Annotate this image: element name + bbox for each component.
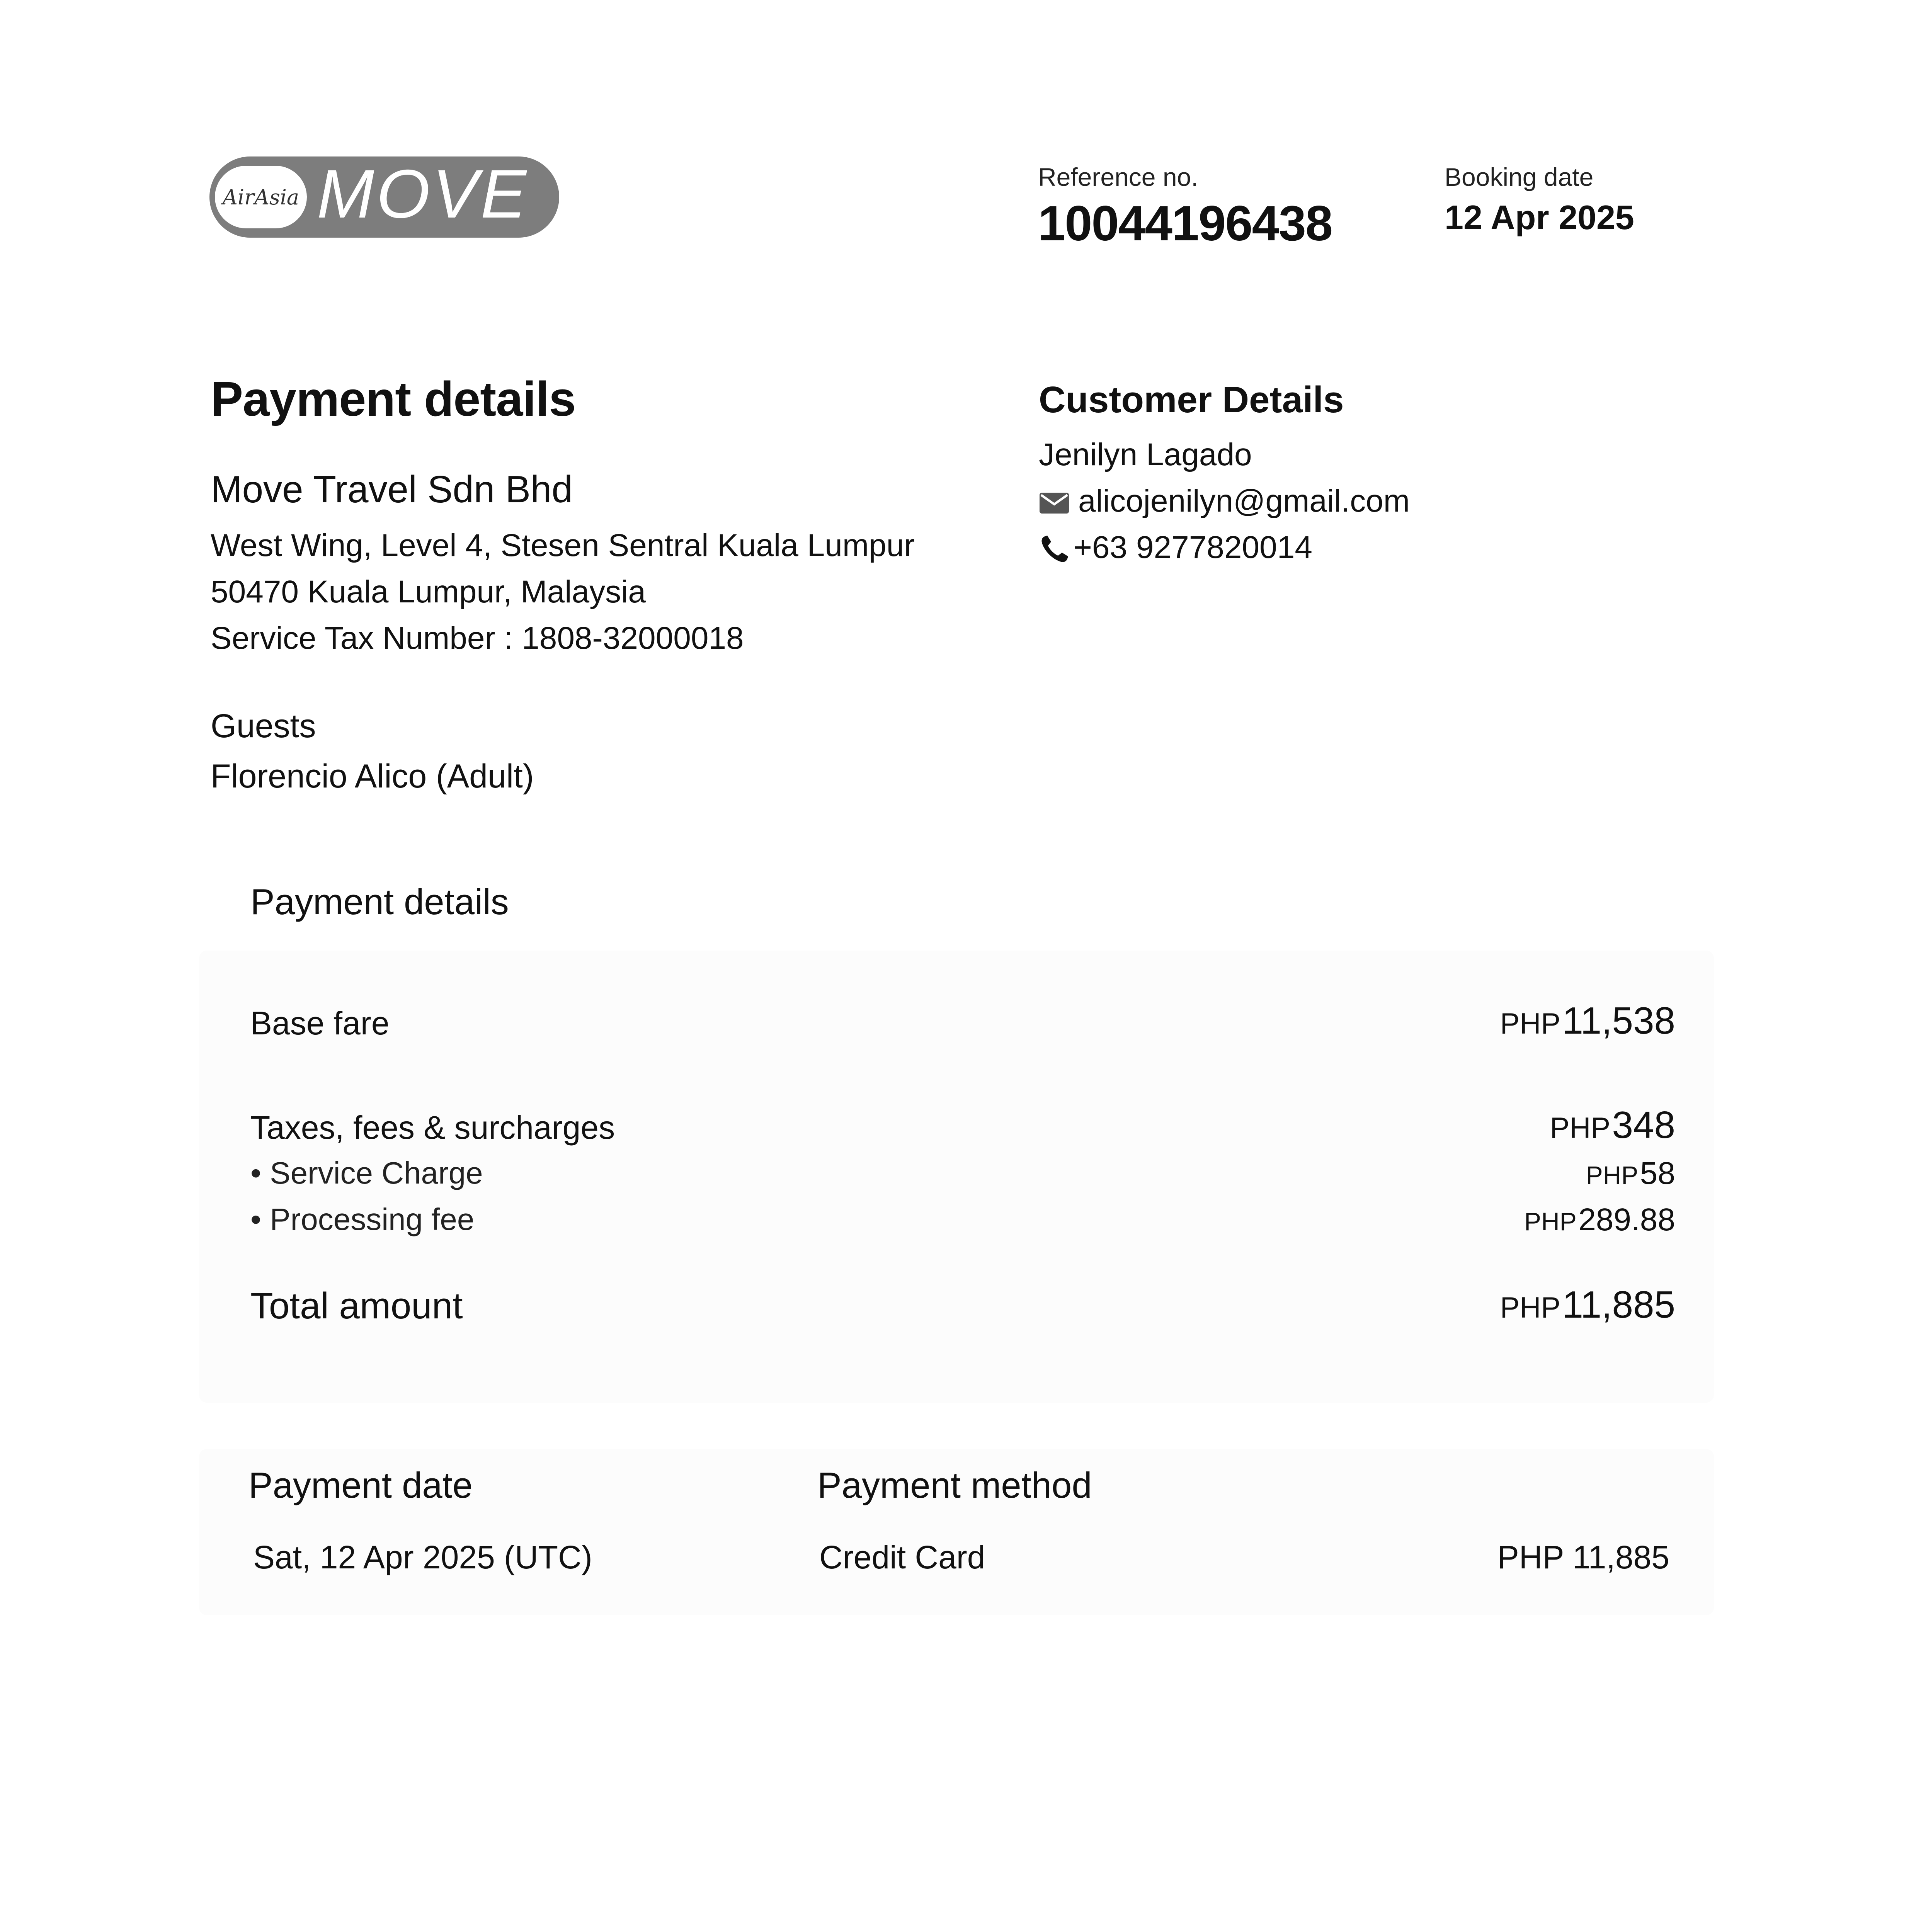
company-address-line1: West Wing, Level 4, Stesen Sentral Kuala Lumpur [211, 528, 915, 563]
payment-date-value: Sat, 12 Apr 2025 (UTC) [253, 1539, 592, 1575]
guest-type: (Adult) [436, 758, 534, 795]
booking-date-value: 12 Apr 2025 [1445, 198, 1634, 236]
total-amount [1500, 1283, 1675, 1327]
airasia-move-logo [209, 156, 559, 238]
service-charge-amount [1586, 1155, 1675, 1192]
fare-breakdown-card [199, 951, 1714, 1403]
processing-fee-currency: PHP [1524, 1207, 1577, 1236]
reference-number: 10044196438 [1038, 196, 1332, 251]
total-currency: PHP [1500, 1291, 1561, 1324]
payment-info-card [199, 1449, 1714, 1615]
airasia-logo-badge: AirAsia [215, 166, 307, 228]
base-fare-currency: PHP [1500, 1007, 1561, 1040]
payment-amount-value: PHP 11,885 [1497, 1539, 1669, 1575]
envelope-icon [1039, 491, 1070, 515]
company-name: Move Travel Sdn Bhd [211, 468, 573, 510]
processing-fee-label: • Processing fee [250, 1202, 475, 1236]
customer-section-title: Customer Details [1039, 379, 1344, 420]
service-charge-label: • Service Charge [250, 1156, 483, 1190]
move-logo-word: MOVE [317, 156, 529, 232]
taxes-label: Taxes, fees & surcharges [250, 1109, 615, 1146]
phone-icon [1039, 534, 1070, 565]
service-charge-currency: PHP [1586, 1161, 1639, 1189]
customer-phone-row [1039, 529, 1312, 566]
taxes-amount [1550, 1103, 1675, 1147]
guests-label: Guests [211, 707, 316, 745]
customer-name: Jenilyn Lagado [1039, 437, 1252, 472]
company-address-line2: 50470 Kuala Lumpur, Malaysia [211, 574, 646, 609]
payment-method-header: Payment method [817, 1465, 1092, 1505]
taxes-value: 348 [1612, 1104, 1675, 1146]
base-fare-label: Base fare [250, 1005, 390, 1041]
breakdown-title: Payment details [250, 881, 509, 922]
reference-label: Reference no. [1038, 163, 1198, 191]
customer-phone[interactable]: +63 9277820014 [1074, 530, 1312, 565]
payment-date-header: Payment date [248, 1465, 473, 1505]
company-section-title: Payment details [211, 372, 576, 426]
taxes-currency: PHP [1550, 1112, 1611, 1145]
customer-email-row [1039, 483, 1410, 519]
service-charge-value: 58 [1640, 1156, 1675, 1191]
customer-email[interactable]: alicojenilyn@gmail.com [1078, 483, 1410, 519]
guest-name: Florencio Alico [211, 758, 427, 795]
company-tax-number: Service Tax Number : 1808-32000018 [211, 621, 744, 656]
payment-method-value: Credit Card [819, 1539, 985, 1575]
total-value: 11,885 [1562, 1283, 1675, 1326]
base-fare-amount [1500, 999, 1675, 1043]
booking-date-label: Booking date [1445, 163, 1594, 191]
total-amount-label: Total amount [250, 1285, 463, 1327]
base-fare-value: 11,538 [1562, 999, 1675, 1042]
guest-row [211, 757, 534, 796]
processing-fee-amount [1524, 1202, 1675, 1238]
processing-fee-value: 289.88 [1578, 1202, 1675, 1237]
